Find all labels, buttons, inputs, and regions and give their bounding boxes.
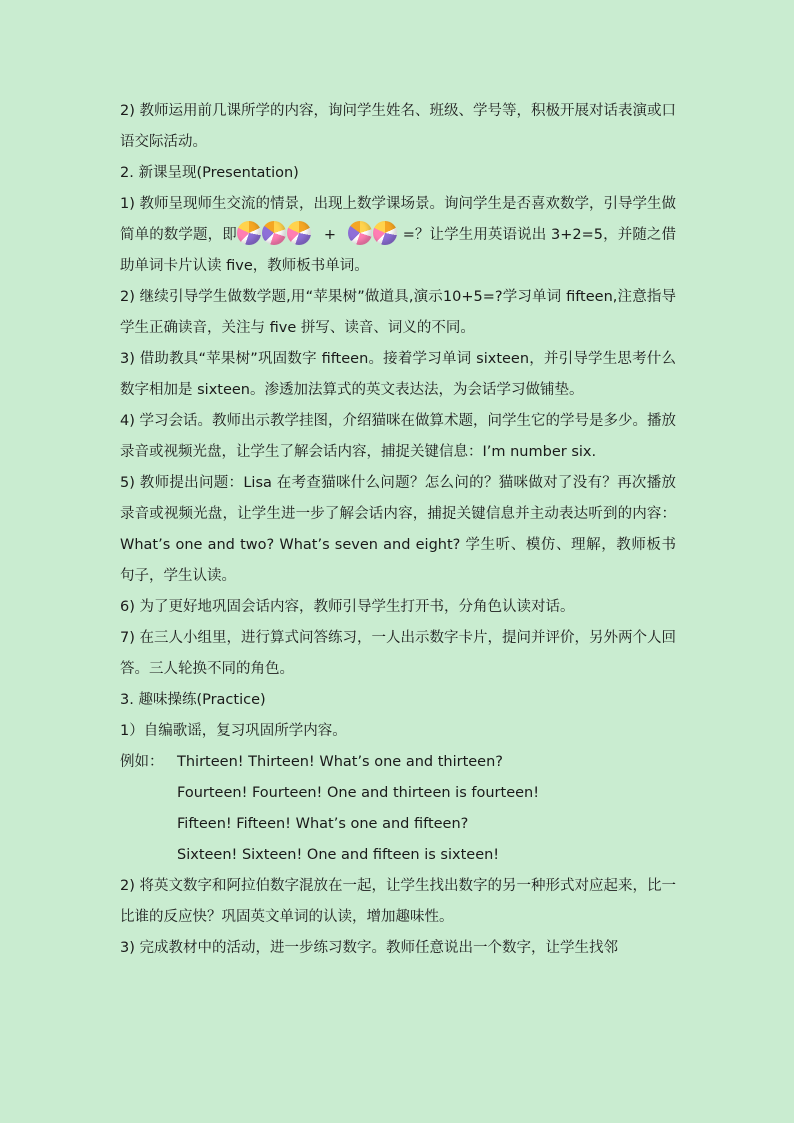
section-heading-presentation: 2. 新课呈现(Presentation): [120, 165, 299, 181]
math-scene-text: 1) 教师呈现师生交流的情景，出现上数学课场景。询问学生是否喜欢数学，引导学生做简单的数学题，即: [120, 196, 676, 243]
document-body: [120, 96, 676, 964]
example-chant-line: [120, 747, 676, 778]
paragraph-chant: 1）自编歌谣，复习巩固所学内容。: [120, 723, 347, 739]
paragraph-questions: 5) 教师提出问题：Lisa 在考查猫咪什么问题？怎么问的？猫咪做对了没有？再次播放录音或视频光盘，让学生进一步了解会话内容，捕捉关键信息并主动表达听到的内容：What’s one and two? What’s seven and eight? 学生听、模仿、理解，教师板书句子，学生认读。: [120, 475, 676, 584]
paragraph-matching: 2) 将英文数字和阿拉伯数字混放在一起，让学生找出数字的另一种形式对应起来，比一比谁的反应快？巩固英文单词的认读，增加趣味性。: [120, 878, 676, 925]
chant-line-3: Fifteen! Fifteen! What’s one and fifteen?: [177, 816, 469, 832]
ball-icon: [348, 221, 372, 245]
paragraph-sixteen: 3) 借助教具“苹果树”巩固数字 fifteen。接着学习单词 sixteen，并引导学生思考什么数字相加是 sixteen。渗透加法算式的英文表达法，为会话学习做铺垫。: [120, 351, 676, 398]
paragraph-group-practice: 7) 在三人小组里，进行算式问答练习，一人出示数字卡片，提问并评价，另外两个人回答。三人轮换不同的角色。: [120, 630, 676, 677]
ball-icon: [237, 221, 261, 245]
chant-line-1: Thirteen! Thirteen! What’s one and thirteen?: [177, 754, 503, 770]
example-label: 例如：: [120, 754, 164, 770]
paragraph-dialogue-review: 2) 教师运用前几课所学的内容，询问学生姓名、班级、学号等，积极开展对话表演或口语交际活动。: [120, 103, 676, 150]
paragraph-activity: 3) 完成教材中的活动，进一步练习数字。教师任意说出一个数字，让学生找邻: [120, 940, 618, 956]
ball-icon: [262, 221, 286, 245]
math-scene-text-cont: =？让学生用英语说出 3+2=5，并随之借助单词卡片认读 five，教师板书单词。: [120, 227, 677, 274]
chant-line-4: Sixteen! Sixteen! One and fifteen is sixteen!: [177, 847, 500, 863]
ball-icon: [373, 221, 397, 245]
section-heading-practice: 3. 趣味操练(Practice): [120, 692, 266, 708]
plus-sign: +: [323, 227, 336, 243]
paragraph-fifteen: 2) 继续引导学生做数学题,用“苹果树”做道具,演示10+5=?学习单词 fifteen,注意指导学生正确读音，关注与 five 拼写、读音、词义的不同。: [120, 289, 676, 336]
paragraph-role-reading: 6) 为了更好地巩固会话内容，教师引导学生打开书，分角色认读对话。: [120, 599, 575, 615]
ball-icon: [287, 221, 311, 245]
chant-line-2: Fourteen! Fourteen! One and thirteen is fourteen!: [177, 785, 540, 801]
paragraph-math-scene: [120, 189, 676, 282]
paragraph-dialogue-learning: 4) 学习会话。教师出示教学挂图，介绍猫咪在做算术题，问学生它的学号是多少。播放录音或视频光盘，让学生了解会话内容，捕捉关键信息：I’m number six.: [120, 413, 676, 460]
